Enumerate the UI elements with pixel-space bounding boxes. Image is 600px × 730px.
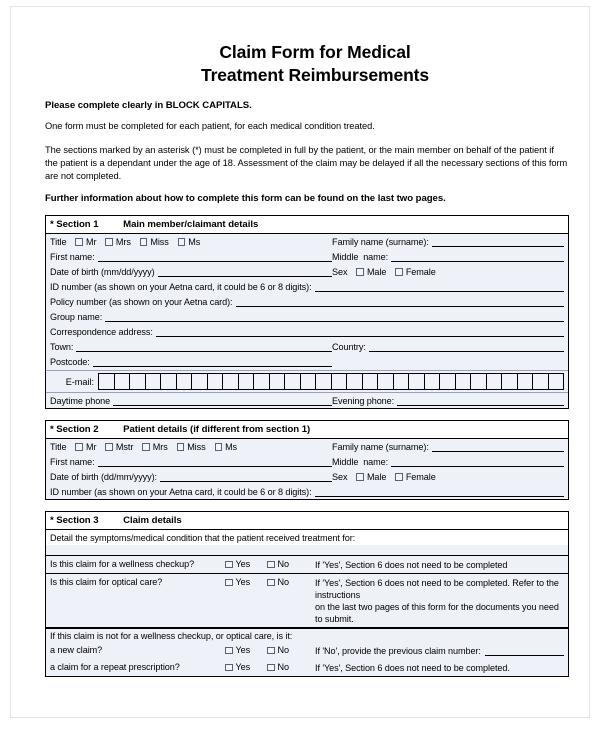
email-char-cell[interactable] bbox=[409, 374, 425, 389]
checkbox-optical-no[interactable] bbox=[267, 579, 275, 587]
middle-name-label-s1: Middle name: bbox=[332, 251, 389, 262]
note-wellness bbox=[315, 558, 564, 571]
id-number-label-s2: ID number (as shown on your Aetna card, it could be 6 or 8 digits): bbox=[50, 486, 312, 497]
email-char-cell[interactable] bbox=[115, 374, 131, 389]
email-char-cell[interactable] bbox=[502, 374, 518, 389]
symptoms-input[interactable] bbox=[46, 545, 568, 556]
question-optical-no[interactable] bbox=[267, 576, 315, 587]
email-char-cell[interactable] bbox=[394, 374, 410, 389]
label-no-new-claim: No bbox=[277, 645, 289, 656]
sex-label-s2: Sex bbox=[332, 471, 348, 482]
checkbox-sex-male-s1[interactable] bbox=[356, 268, 364, 276]
sex-label-s1: Sex bbox=[332, 266, 348, 277]
form-page bbox=[10, 6, 590, 718]
question-wellness-checkup bbox=[46, 556, 568, 574]
checkbox-wellness-no[interactable] bbox=[267, 561, 275, 569]
page-title bbox=[45, 41, 569, 88]
title-option-ms-s1: Ms bbox=[188, 236, 201, 247]
middle-name-label-s2: Middle name: bbox=[332, 456, 389, 467]
evening-phone-input-s1[interactable] bbox=[397, 396, 564, 406]
section-2-name: Patient details (if different from section 1) bbox=[123, 424, 311, 436]
question-repeat-prescription-yes[interactable] bbox=[225, 661, 267, 672]
email-label-s1: E-mail: bbox=[65, 376, 94, 387]
email-char-cell[interactable] bbox=[146, 374, 162, 389]
policy-number-input-s1[interactable] bbox=[236, 297, 565, 307]
note-optical-line1: If 'Yes', Section 6 does not need to be completed. Refer to the instructions bbox=[315, 578, 559, 601]
email-char-cell[interactable] bbox=[487, 374, 503, 389]
section-1-town-row bbox=[46, 339, 568, 354]
sex-option-female-s2: Female bbox=[405, 471, 436, 482]
question-new-claim-no[interactable] bbox=[267, 644, 315, 655]
label-yes-new-claim: Yes bbox=[235, 645, 251, 656]
email-char-cell[interactable] bbox=[533, 374, 549, 389]
checkbox-new-claim-yes[interactable] bbox=[225, 647, 233, 655]
symptoms-prompt: Detail the symptoms/medical condition that the patient received treatment for: bbox=[46, 530, 568, 545]
dob-input-s1[interactable] bbox=[158, 267, 332, 277]
email-char-cell[interactable] bbox=[239, 374, 255, 389]
first-name-input-s1[interactable] bbox=[98, 252, 332, 262]
section-1-name-row bbox=[46, 249, 568, 264]
label-yes-optical: Yes bbox=[235, 577, 251, 588]
section-1-address-row bbox=[46, 324, 568, 339]
section-3-subgroup bbox=[46, 628, 568, 676]
title-label-s2: Title bbox=[50, 441, 67, 452]
email-char-cell[interactable] bbox=[316, 374, 332, 389]
family-name-label-s1: Family name (surname): bbox=[332, 236, 429, 247]
question-wellness-yes[interactable] bbox=[225, 558, 267, 569]
question-wellness-no[interactable] bbox=[267, 558, 315, 569]
sex-option-male-s1: Male bbox=[366, 266, 387, 277]
sex-option-female-s1: Female bbox=[405, 266, 436, 277]
checkbox-sex-female-s2[interactable] bbox=[395, 473, 403, 481]
section-1-policy-row bbox=[46, 294, 568, 309]
section-2-header bbox=[46, 421, 568, 439]
section-2 bbox=[45, 420, 569, 500]
section-3 bbox=[45, 511, 569, 677]
dob-label-s2: Date of birth (dd/mm/yyyy): bbox=[50, 471, 157, 482]
section-2-dob-row bbox=[46, 469, 568, 484]
title-option-mr-s2: Mr bbox=[85, 441, 97, 452]
checkbox-repeat-prescription-yes[interactable] bbox=[225, 664, 233, 672]
section-3-marker: * Section 3 bbox=[50, 515, 99, 527]
note-repeat-line1: If 'Yes', Section 6 does not need to be completed. bbox=[315, 663, 510, 674]
email-char-cell[interactable] bbox=[347, 374, 363, 389]
section-1-phone-row bbox=[46, 393, 568, 408]
checkbox-title-mrs-s2[interactable] bbox=[142, 443, 150, 451]
email-char-cell[interactable] bbox=[208, 374, 224, 389]
note-new-claim-line1: If 'No', provide the previous claim number: bbox=[315, 646, 481, 657]
label-yes-wellness: Yes bbox=[235, 559, 251, 570]
section-1-title-row bbox=[46, 234, 568, 249]
checkbox-optical-yes[interactable] bbox=[225, 579, 233, 587]
daytime-phone-label-s1: Daytime phone bbox=[50, 395, 111, 406]
email-char-cell[interactable] bbox=[285, 374, 301, 389]
label-no-repeat: No bbox=[277, 662, 289, 673]
label-no-wellness: No bbox=[277, 559, 289, 570]
question-repeat-prescription-no[interactable] bbox=[267, 661, 315, 672]
town-input-s1[interactable] bbox=[76, 342, 332, 352]
checkbox-title-mr-s2[interactable] bbox=[75, 443, 83, 451]
section-1-id-row bbox=[46, 279, 568, 294]
sex-option-male-s2: Male bbox=[366, 471, 387, 482]
email-char-cell[interactable] bbox=[254, 374, 270, 389]
email-char-cell[interactable] bbox=[471, 374, 487, 389]
label-yes-repeat: Yes bbox=[235, 662, 251, 673]
family-name-label-s2: Family name (surname): bbox=[332, 441, 429, 452]
first-name-label-s2: First name: bbox=[50, 456, 95, 467]
first-name-label-s1: First name: bbox=[50, 251, 95, 262]
email-char-cell[interactable] bbox=[161, 374, 177, 389]
checkbox-sex-female-s1[interactable] bbox=[395, 268, 403, 276]
section-1-group-row bbox=[46, 309, 568, 324]
email-char-cell[interactable] bbox=[518, 374, 534, 389]
email-char-cell[interactable] bbox=[549, 374, 564, 389]
section-1-dob-row bbox=[46, 264, 568, 279]
address-label-s1: Correspondence address: bbox=[50, 326, 153, 337]
email-char-cell[interactable] bbox=[223, 374, 239, 389]
email-input-s1[interactable] bbox=[98, 373, 564, 390]
section-1 bbox=[45, 215, 569, 409]
note-repeat-prescription bbox=[315, 661, 564, 674]
page-title-line2: Treatment Reimbursements bbox=[200, 65, 430, 86]
section-2-marker: * Section 2 bbox=[50, 424, 99, 436]
email-char-cell[interactable] bbox=[130, 374, 146, 389]
email-char-cell[interactable] bbox=[440, 374, 456, 389]
id-number-input-s2[interactable] bbox=[315, 487, 564, 497]
instruction-asterisk: The sections marked by an asterisk (*) must be completed in full by the patient, or the main member on behalf of the patient if the patient is a dependant under the age of 18. Assessment of the claim may be delayed if all the necessary sections of this form are not completed. bbox=[45, 144, 568, 182]
town-label-s1: Town: bbox=[50, 341, 74, 352]
checkbox-repeat-prescription-no[interactable] bbox=[267, 664, 275, 672]
email-char-cell[interactable] bbox=[177, 374, 193, 389]
section-3-name: Claim details bbox=[123, 515, 182, 527]
checkbox-sex-male-s2[interactable] bbox=[356, 473, 364, 481]
dob-label-s1: Date of birth (mm/dd/yyyy) bbox=[50, 266, 155, 277]
checkbox-title-miss-s2[interactable] bbox=[177, 443, 185, 451]
section-2-id-row bbox=[46, 484, 568, 499]
section-1-postcode-row bbox=[46, 354, 568, 369]
title-option-miss-s1: Miss bbox=[150, 236, 169, 247]
checkbox-title-miss-s1[interactable] bbox=[140, 238, 148, 246]
family-name-input-s1[interactable] bbox=[432, 237, 564, 247]
address-input-s1[interactable] bbox=[156, 327, 564, 337]
id-number-label-s1: ID number (as shown on your Aetna card, it could be 6 or 8 digits): bbox=[50, 281, 312, 292]
checkbox-wellness-yes[interactable] bbox=[225, 561, 233, 569]
middle-name-input-s2[interactable] bbox=[391, 457, 564, 467]
checkbox-title-ms-s1[interactable] bbox=[178, 238, 186, 246]
section-3-header bbox=[46, 512, 568, 530]
email-char-cell[interactable] bbox=[301, 374, 317, 389]
note-wellness-line1: If 'Yes', Section 6 does not need to be completed bbox=[315, 560, 508, 571]
note-optical-line2: on the last two pages of this form for the documents you need to submit. bbox=[315, 602, 559, 625]
group-name-input-s1[interactable] bbox=[105, 312, 564, 322]
instruction-further-info: Further information about how to complete this form can be found on the last two pages. bbox=[45, 193, 446, 205]
subgroup-prompt: If this claim is not for a wellness checkup, or optical care, is it: bbox=[50, 631, 293, 642]
email-char-cell[interactable] bbox=[363, 374, 379, 389]
label-no-optical: No bbox=[277, 577, 289, 588]
section-1-header bbox=[46, 216, 568, 234]
email-char-cell[interactable] bbox=[270, 374, 286, 389]
title-option-mstr-s2: Mstr bbox=[115, 441, 134, 452]
section-1-marker: * Section 1 bbox=[50, 219, 99, 231]
form-content bbox=[45, 41, 569, 688]
title-label-s1: Title bbox=[50, 236, 67, 247]
email-char-cell[interactable] bbox=[192, 374, 208, 389]
country-label-s1: Country: bbox=[332, 341, 366, 352]
question-repeat-prescription-text: a claim for a repeat prescription? bbox=[50, 662, 180, 673]
email-char-cell[interactable] bbox=[425, 374, 441, 389]
first-name-input-s2[interactable] bbox=[98, 457, 332, 467]
evening-phone-label-s1: Evening phone: bbox=[332, 395, 395, 406]
email-char-cell[interactable] bbox=[378, 374, 394, 389]
middle-name-input-s1[interactable] bbox=[391, 252, 564, 262]
section-2-name-row bbox=[46, 454, 568, 469]
daytime-phone-input-s1[interactable] bbox=[113, 396, 332, 406]
question-optical-yes[interactable] bbox=[225, 576, 267, 587]
section-1-name: Main member/claimant details bbox=[123, 219, 259, 231]
title-option-miss-s2: Miss bbox=[187, 441, 206, 452]
question-new-claim-text: a new claim? bbox=[50, 645, 103, 656]
checkbox-title-mr-s1[interactable] bbox=[75, 238, 83, 246]
section-1-email-row bbox=[46, 370, 568, 393]
email-char-cell[interactable] bbox=[332, 374, 348, 389]
family-name-input-s2[interactable] bbox=[432, 442, 564, 452]
title-option-ms-s2: Ms bbox=[225, 441, 238, 452]
question-optical-care bbox=[46, 574, 568, 628]
section-2-title-row bbox=[46, 439, 568, 454]
title-option-mr-s1: Mr bbox=[85, 236, 97, 247]
instruction-one-form: One form must be completed for each patient, for each medical condition treated. bbox=[45, 120, 375, 131]
note-optical bbox=[315, 576, 564, 625]
id-number-input-s1[interactable] bbox=[315, 282, 564, 292]
title-option-mrs-s1: Mrs bbox=[115, 236, 131, 247]
question-optical-text: Is this claim for optical care? bbox=[50, 577, 163, 588]
dob-input-s2[interactable] bbox=[160, 472, 332, 482]
instruction-block-capitals: Please complete clearly in BLOCK CAPITALS. bbox=[45, 99, 252, 111]
email-char-cell[interactable] bbox=[99, 374, 115, 389]
group-name-label-s1: Group name: bbox=[50, 311, 103, 322]
postcode-label-s1: Postcode: bbox=[50, 356, 90, 367]
checkbox-new-claim-no[interactable] bbox=[267, 647, 275, 655]
title-option-mrs-s2: Mrs bbox=[152, 441, 168, 452]
question-new-claim bbox=[46, 642, 568, 659]
postcode-input-s1[interactable] bbox=[93, 357, 332, 367]
question-wellness-text: Is this claim for a wellness checkup? bbox=[50, 559, 195, 570]
previous-claim-number-input[interactable] bbox=[485, 646, 564, 656]
checkbox-title-ms-s2[interactable] bbox=[215, 443, 223, 451]
checkbox-title-mstr-s2[interactable] bbox=[105, 443, 113, 451]
country-input-s1[interactable] bbox=[369, 342, 564, 352]
note-new-claim bbox=[315, 644, 564, 657]
question-new-claim-yes[interactable] bbox=[225, 644, 267, 655]
checkbox-title-mrs-s1[interactable] bbox=[105, 238, 113, 246]
question-repeat-prescription bbox=[46, 659, 568, 676]
page-title-line1: Claim Form for Medical bbox=[219, 42, 411, 62]
policy-number-label-s1: Policy number (as shown on your Aetna card): bbox=[50, 296, 233, 307]
email-char-cell[interactable] bbox=[456, 374, 472, 389]
